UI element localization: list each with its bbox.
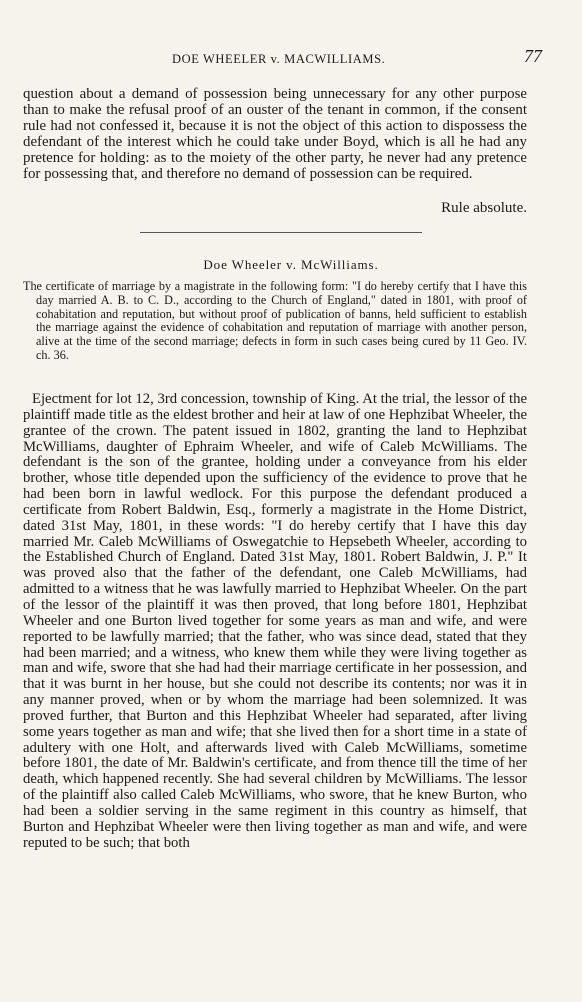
case-body: Ejectment for lot 12, 3rd concession, township of King. At the trial, the lessor of the plaintiff made title as the eldest brother and heir at law of one Hephzibat Wheeler, the grantee of the crown. The patent issued in 1802, granting the land to Hephzibat McWilliams, daughter of Ephraim Wheeler, and wife of Caleb McWilliams. The defendant is the son of the grantee, holding under a conveyance from his elder brother, whose title depended upon the sufficiency of the evidence to prove that he had been born in lawful wedlock. For this purpose the defendant produced a certificate from Robert Baldwin, Esq., formerly a magistrate in the Home District, dated 31st May, 1801, in these words: "I do hereby certify that I have this day married Mr. Caleb McWilliams of Oswegatchie to Hepsebeth Wheeler, according to the Established Church of England. Dated 31st May, 1801. Robert Baldwin, J. P." It was proved also that the father of the defendant, one Caleb McWilliams, had admitted to a witness that he was lawfully married to Hephzibat Wheeler. On the part of the lessor of the plaintiff it was then proved, that long before 1801, Hephzibat Wheeler and one Burton lived together for some years as man and wife, and were reported to be lawfully married; that the father, who was since dead, stated that they had been married; and a witness, who knew them while they were living together as man and wife, swore that she had had their marriage certificate in her possession, and that it was burnt in her house, but she could not describe its contents; nor was it in any manner proved, when or by whom the marriage had been solemnized. It was proved further, that Burton and this Hephzibat Wheeler had separated, after living some years together as man and wife; that she lived then for a short time in a state of adultery with one Holt, and afterwards lived with Caleb McWilliams, sometime before 1801, the date of Mr. Baldwin's certificate, and from thence till the time of her death, which happened recently. She had several children by McWilliams. The lessor of the plaintiff also called Caleb McWilliams, who swore, that he knew Burton, who had been a soldier serving in the same regiment in this country as himself, that Burton and Hephzibat Wheeler were then living together as man and wife, and were reputed to be such; that both [23,391,527,851]
case-headnote: The certificate of marriage by a magistrate in the following form: "I do hereby certify that I have this day married A. B. to C. D., according to the Church of England," dated in 1801, with proof of cohabitation and reputation, but without proof of publication of banns, held sufficient to establish the marriage against the evidence of cohabitation and reputation of marriage with another person, alive at the time of the second marriage; defects in form in such cases being cured by 11 Geo. IV. ch. 36. [23,279,527,362]
running-title: DOE WHEELER v. MACWILLIAMS. [172,52,386,66]
case-title: Doe Wheeler v. McWilliams. [203,257,379,272]
page-number: 77 [524,46,542,66]
section-divider [140,232,422,233]
prior-case-continuation: question about a demand of possession being unnecessary for any other purpose than to make the refusal proof of an ouster of the tenant in common, if the consent rule had not confessed it, because it is not the object of this action to dispossess the defendant of the interest which he could take under Boyd, which is all he had any pretence for holding: as to the moiety of the other party, he never had any pretence for possessing that, and therefore no demand of possession can be required. [23,86,527,183]
page-header [22,46,542,70]
ruling-text: Rule absolute. [441,200,527,216]
